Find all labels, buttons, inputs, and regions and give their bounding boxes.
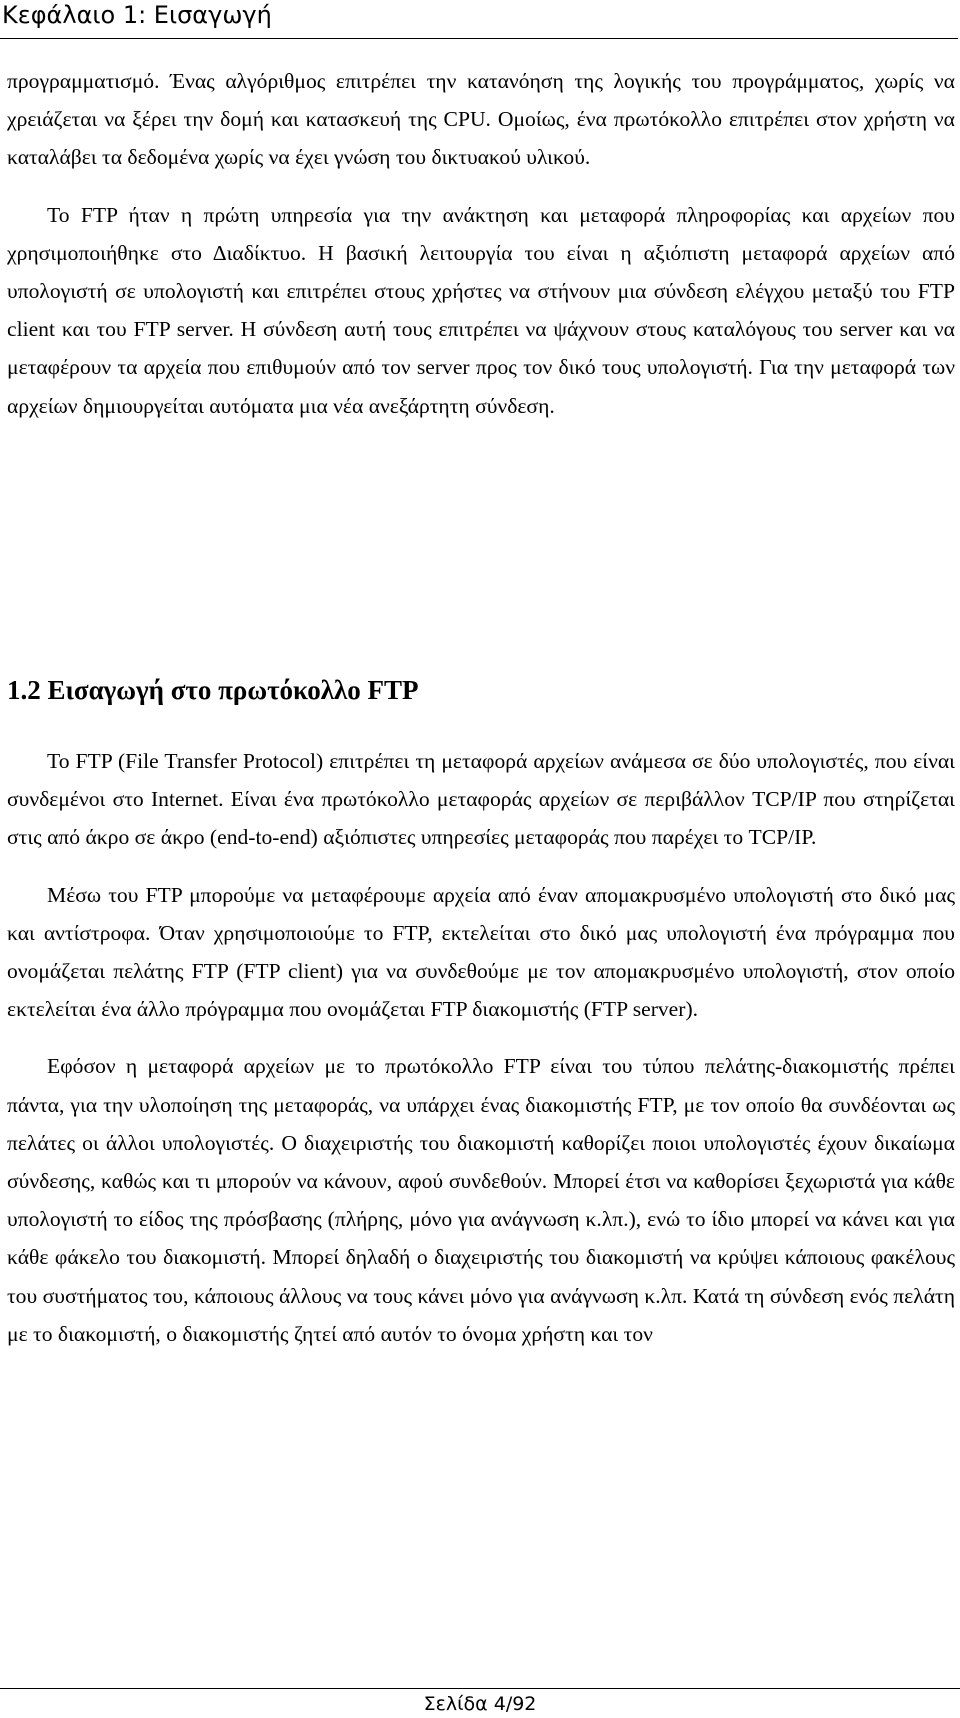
section-heading: 1.2 Εισαγωγή στο πρωτόκολλο FTP bbox=[7, 675, 419, 705]
running-footer bbox=[0, 1688, 960, 1718]
section-1-1-body bbox=[7, 62, 955, 425]
chapter-title: Κεφάλαιο 1: Εισαγωγή bbox=[2, 1, 272, 29]
page-number: Σελίδα 4/92 bbox=[423, 1693, 537, 1715]
paragraph: Εφόσον η μεταφορά αρχείων με το πρωτόκολλο FTP είναι του τύπου πελάτης-διακομιστής πρέπει πάντα, για την υλοποίηση της μεταφοράς, να υπάρχει ένας διακομιστής FTP, με τον οποίο θα συνδέονται ως πελάτες οι άλλοι υπολογιστές. Ο διαχειριστής του διακομιστή καθορίζει ποιοι υπολογιστές έχουν δικαίωμα σύνδεσης, καθώς και τι μπορούν να κάνουν, αφού συνδεθούν. Μπορεί έτσι να καθορίσει ξεχωριστά για κάθε υπολογιστή το είδος της πρόσβασης (πλήρης, μόνο για ανάγνωση κ.λπ.), ενώ το ίδιο μπορεί να κάνει και για κάθε φάκελο του διακομιστή. Μπορεί δηλαδή ο διαχειριστής του διακομιστή να κρύψει κάποιους φακέλους του συστήματος του, κάποιους άλλους να τους κάνει μόνο για ανάγνωση κ.λπ. Κατά τη σύνδεση ενός πελάτη με το διακομιστή, ο διακομιστής ζητεί από αυτόν το όνομα χρήστη και τον bbox=[7, 1054, 955, 1346]
paragraph: προγραμματισμό. Ένας αλγόριθμος επιτρέπει την κατανόηση της λογικής του προγράμματος, χωρίς να χρειάζεται να ξέρει την δομή και κατασκευή της CPU. Ομοίως, ένα πρωτόκολλο επιτρέπει στον χρήστη να καταλάβει τα δεδομένα χωρίς να έχει γνώση του δικτυακού υλικού. bbox=[7, 69, 955, 170]
paragraph: Το FTP (File Transfer Protocol) επιτρέπει τη μεταφορά αρχείων ανάμεσα σε δύο υπολογιστές, που είναι συνδεμένοι στο Internet. Είναι ένα πρωτόκολλο μεταφοράς αρχείων σε περιβάλλον TCP/IP που στηρίζεται στις από άκρο σε άκρο (end-to-end) αξιόπιστες υπηρεσίες μεταφοράς που παρέχει το TCP/IP. bbox=[7, 749, 955, 850]
paragraph: Μέσω του FTP μπορούμε να μεταφέρουμε αρχεία από έναν απομακρυσμένο υπολογιστή στο δικό μας και αντίστροφα. Όταν χρησιμοποιούμε το FTP, εκτελείται στο δικό μας υπολογιστή ένα πρόγραμμα που ονομάζεται πελάτης FTP (FTP client) για να συνδεθούμε με τον απομακρυσμένο υπολογιστή, στον οποίο εκτελείται ένα άλλο πρόγραμμα που ονομάζεται FTP διακομιστής (FTP server). bbox=[7, 882, 955, 1022]
section-1-2-body bbox=[7, 742, 955, 1353]
paragraph: Το FTP ήταν η πρώτη υπηρεσία για την ανάκτηση και μεταφορά πληροφορίας και αρχείων που χρησιμοποιήθηκε στο Διαδίκτυο. Η βασική λειτουργία του είναι η αξιόπιστη μεταφορά αρχείων από υπολογιστή σε υπολογιστή και επιτρέπει στους χρήστες να στήνουν μια σύνδεση ελέγχου μεταξύ του FTP client και του FTP server. Η σύνδεση αυτή τους επιτρέπει να ψάχνουν στους καταλόγους του server και να μεταφέρουν τα αρχεία που επιθυμούν από τον server προς τον δικό τους υπολογιστή. Για την μεταφορά των αρχείων δημιουργείται αυτόματα μια νέα ανεξάρτητη σύνδεση. bbox=[7, 202, 955, 418]
running-header bbox=[0, 0, 958, 39]
